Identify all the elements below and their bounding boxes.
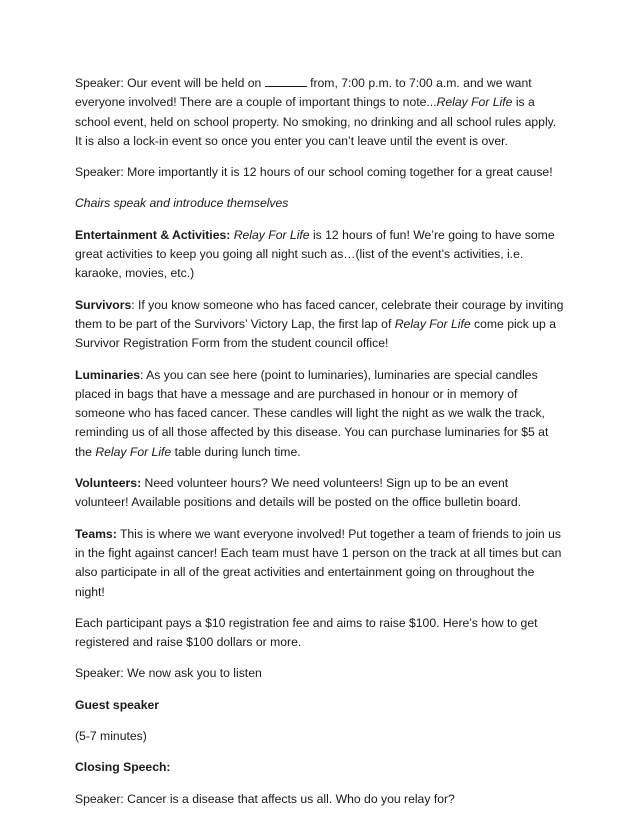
volunteers-text: Need volunteer hours? We need volunteers! Sign up to be an event volunteer! Available positions and details will be posted on the office bulletin board.	[75, 476, 522, 510]
luminaries-text-end: table during lunch time.	[171, 444, 301, 459]
closing-speech-heading: Closing Speech:	[75, 760, 171, 775]
survivors-heading: Survivors	[75, 297, 132, 312]
luminaries-paragraph	[75, 366, 565, 462]
intro-paragraph	[75, 74, 565, 151]
importance-paragraph: Speaker: More importantly it is 12 hours of our school coming together for a great cause!	[75, 165, 553, 180]
relay-for-life-name: Relay For Life	[233, 227, 310, 242]
luminaries-text-start: : As you can see here (point to luminaries), luminaries are special candles placed in bags that have a message and are purchased in honour or in memory of someone who has faced cancer. These candles will light the night as we walk the track, reminding us of all those affected by this disease. You can purchase luminaries for $5 at the	[75, 367, 549, 459]
listen-paragraph: Speaker: We now ask you to listen	[75, 666, 262, 681]
chairs-instruction: Chairs speak and introduce themselves	[75, 196, 289, 211]
relay-for-life-name: Relay For Life	[394, 316, 471, 331]
teams-heading: Teams:	[75, 526, 117, 541]
intro-text-start: Speaker: Our event will be held on	[75, 76, 265, 90]
closing-paragraph: Speaker: Cancer is a disease that affects us all. Who do you relay for?	[75, 791, 455, 806]
guest-speaker-heading: Guest speaker	[75, 697, 160, 712]
relay-for-life-name: Relay For Life	[436, 95, 513, 110]
survivors-text-end: come pick up a Survivor Registration Form from the student council office!	[75, 316, 556, 351]
entertainment-paragraph	[75, 226, 565, 284]
intro-text-end: is a school event, held on school property. No smoking, no drinking and all school rules apply. It is also a lock-in event so once you enter you can’t leave until the event is over.	[75, 95, 557, 148]
document-page	[75, 74, 565, 821]
registration-paragraph: Each participant pays a $10 registration fee and aims to raise $100. Here’s how to get registered and raise $100 dollars or more.	[75, 615, 538, 650]
date-blank	[265, 75, 307, 87]
volunteers-heading: Volunteers:	[75, 476, 142, 491]
teams-text: This is where we want everyone involved! Put together a team of friends to join us in the fight against cancer! Each team must have 1 person on the track at all times but can also participate in all of the great activities and entertainment going on throughout the night!	[75, 526, 562, 599]
duration-note: (5-7 minutes)	[75, 729, 147, 744]
teams-paragraph	[75, 525, 565, 602]
survivors-paragraph	[75, 296, 565, 354]
intro-text-middle: from, 7:00 p.m. to 7:00 a.m. and we want everyone involved! There are a couple of important things to note...	[75, 76, 532, 110]
entertainment-text: is 12 hours of fun! We’re going to have some great activities to keep you going all night such as…(list of the event’s activities, i.e. karaoke, movies, etc.)	[75, 227, 555, 281]
survivors-text-start: : If you know someone who has faced cancer, celebrate their courage by inviting them to be part of the Survivors’ Victory Lap, the first lap of	[75, 297, 564, 331]
luminaries-heading: Luminaries	[75, 367, 141, 382]
entertainment-heading: Entertainment & Activities:	[75, 227, 231, 242]
volunteers-paragraph	[75, 474, 565, 513]
relay-for-life-name: Relay For Life	[95, 444, 172, 459]
